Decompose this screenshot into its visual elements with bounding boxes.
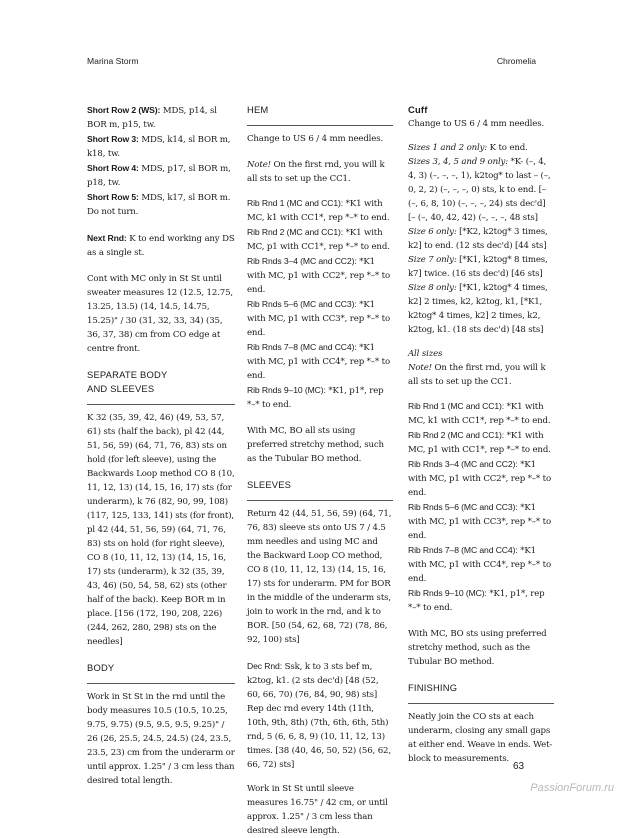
sleeves-text: Return 42 (44, 51, 56, 59) (64, 71, 76, 83) sleeve sts onto US 7 / 4.5 mm needles and using MC and the Backward Loop CO method, CO 8 (10, 11, 12, 13) (14, 15, 16, 17) sts for underarm. PM for BOR in the middle of the underarm sts, join to work in the rnd, and k to BOR. [50 (54, 62, 68, 72) (78, 86, 92, 100) sts] xyxy=(247,509,392,645)
cuff-rib-1: Rib Rnd 1 (MC and CC1): *K1 with MC, k1 with CC1*, rep *–* to end. xyxy=(408,401,551,426)
hem-rib-6: Rib Rnds 9–10 (MC): *K1, p1*, rep *–* to end. xyxy=(247,385,384,410)
next-round: Next Rnd: K to end working any DS as a single st. xyxy=(87,233,235,258)
sizes-3-4-5-9: Sizes 3, 4, 5 and 9 only: *K- (–, 4, 4, 3) (–, –, –, 1), k2tog* to last – (–, 0, 2, 2) (–, –, –, 0) sts, k to end. [– (–, 6, 8, 10) (–, –, –, 24) sts dec'd] [– (–, 40, 42, 42) (–, –, –, 48 sts] xyxy=(408,157,551,223)
hem-rib-1: Rib Rnd 1 (MC and CC1): *K1 with MC, k1 with CC1*, rep *–* to end. xyxy=(247,198,390,223)
size-7: Size 7 only: [*K1, k2tog* 8 times, k7] twice. (16 sts dec'd) [46 sts] xyxy=(408,255,548,279)
short-row-2: Short Row 2 (WS): MDS, p14, sl BOR m, p15, tw. xyxy=(87,105,217,130)
separate-body-heading: SEPARATE BODY AND SLEEVES xyxy=(87,368,235,405)
short-row-4: Short Row 4: MDS, p17, sl BOR m, p18, tw. xyxy=(87,163,231,188)
cuff-rib-2: Rib Rnd 2 (MC and CC1): *K1 with MC, p1 with CC1*, rep *–* to end. xyxy=(408,430,551,455)
hem-rib-5: Rib Rnds 7–8 (MC and CC4): *K1 with MC, p1 with CC4*, rep *–* to end. xyxy=(247,342,390,381)
cuff-note: Note! On the first rnd, you will k all sts to set up the CC1. xyxy=(408,363,546,387)
body-heading: BODY xyxy=(87,661,235,684)
running-header xyxy=(0,56,622,70)
separate-body-text: K 32 (35, 39, 42, 46) (49, 53, 57, 61) sts (half the back), pl 42 (44, 51, 56, 59) (64, 71, 76, 83) sts on hold (for left sleeve), using the Backwards Loop method CO 8 (10, 11, 12, 13) (14, 15, 16, 17) sts (for underarm), k 76 (82, 90, 99, 108) (117, 125, 133, 141) sts (for front), pl 42 (44, 51, 56, 59) (64, 71, 76, 83) sts on hold (for right sleeve), CO 8 (10, 11, 12, 13) (14, 15, 16, 17) sts (underarm), k 32 (35, 39, 43, 46) (50, 54, 58, 62) sts (other half of the back). Keep BOR m in place. [156 (172, 190, 208, 226) (244, 262, 280, 298) sts on the needles] xyxy=(87,413,235,647)
size-8: Size 8 only: [*K1, k2tog* 4 times, k2] 2 times, k2, k2tog, k1, [*K1, k2tog* 4 times, k2] 2 times, k2, k2tog, k1. (18 sts dec'd) [48 sts] xyxy=(408,283,548,335)
cuff-text: Change to US 6 / 4 mm needles. xyxy=(408,119,545,129)
hem-note: Note! On the first rnd, you will k all sts to set up the CC1. xyxy=(247,160,385,184)
all-sizes: All sizes xyxy=(408,349,443,359)
cuff-rib-5: Rib Rnds 7–8 (MC and CC4): *K1 with MC, p1 with CC4*, rep *–* to end. xyxy=(408,545,551,584)
repeat-dec: Rep dec rnd every 14th (11th, 10th, 9th, 8th) (7th, 6th, 6th, 5th) rnd, 5 (6, 6, 8, 9) (10, 11, 12, 13) times. [38 (40, 46, 50, 52) (56, 62, 66, 72) sts] xyxy=(247,704,391,770)
dec-round: Dec Rnd: Ssk, k to 3 sts bef m, k2tog, k1. (2 sts dec'd) [48 (52, 60, 66, 70) (76, 84, 90, 98) sts] xyxy=(247,661,379,700)
body-text: Work in St St in the rnd until the body measures 10.5 (10.5, 10.25, 9.75, 9.75) (9.5, 9.5, 9.5, 9.25)" / 26 (26, 25.5, 24.5, 24.5) (24, 23.5, 23.5, 23) cm from the underarm or until approx. 1.25" / 3 cm less than desired total length. xyxy=(87,692,235,786)
short-row-3: Short Row 3: MDS, k14, sl BOR m, k18, tw. xyxy=(87,134,231,159)
finishing-text: Neatly join the CO sts at each underarm, closing any small gaps at either end. Weave in ends. Wet-block to measurements. xyxy=(408,712,553,764)
author-name: Marina Storm xyxy=(87,56,139,66)
hem-rib-4: Rib Rnds 5–6 (MC and CC3): *K1 with MC, p1 with CC3*, rep *–* to end. xyxy=(247,299,390,338)
cuff-bind-off: With MC, BO sts using preferred stretchy method, such as the Tubular BO method. xyxy=(408,629,547,667)
column-3 xyxy=(408,103,554,766)
sleeve-work: Work in St St until sleeve measures 16.75" / 42 cm, or until approx. 1.25" / 3 cm less than desired sleeve length. xyxy=(247,784,388,836)
finishing-heading: FINISHING xyxy=(408,681,554,704)
hem-rib-2: Rib Rnd 2 (MC and CC1): *K1 with MC, p1 with CC1*, rep *–* to end. xyxy=(247,227,390,252)
hem-heading: HEM xyxy=(247,103,393,126)
column-2 xyxy=(247,103,393,838)
cuff-rib-4: Rib Rnds 5–6 (MC and CC3): *K1 with MC, p1 with CC3*, rep *–* to end. xyxy=(408,502,551,541)
cuff-rib-6: Rib Rnds 9–10 (MC): *K1, p1*, rep *–* to end. xyxy=(408,588,545,613)
page-number: 63 xyxy=(513,761,525,772)
cuff-rib-3: Rib Rnds 3–4 (MC and CC2): *K1 with MC, p1 with CC2*, rep *–* to end. xyxy=(408,459,551,498)
continue-text: Cont with MC only in St St until sweater measures 12 (12.5, 12.75, 13.25, 13.5) (14, 14.5, 14.75, 15.25)" / 30 (31, 32, 33, 34) (35, 36, 37, 38) cm from CO edge at centre front. xyxy=(87,274,233,354)
pattern-name: Chromelia xyxy=(496,56,536,66)
short-row-5: Short Row 5: MDS, k17, sl BOR m. Do not turn. xyxy=(87,192,231,217)
watermark: PassionForum.ru xyxy=(530,782,614,794)
column-1 xyxy=(87,103,235,788)
sizes-1-2: Sizes 1 and 2 only: K to end. xyxy=(408,143,528,153)
hem-bind-off: With MC, BO all sts using preferred stretchy method, such as the Tubular BO method. xyxy=(247,426,384,464)
hem-rib-3: Rib Rnds 3–4 (MC and CC2): *K1 with MC, p1 with CC2*, rep *–* to end. xyxy=(247,256,390,295)
hem-text: Change to US 6 / 4 mm needles. xyxy=(247,134,384,144)
size-6: Size 6 only: [*K2, k2tog* 3 times, k2] to end. (12 sts dec'd) [44 sts] xyxy=(408,227,548,251)
sleeves-heading: SLEEVES xyxy=(247,478,393,501)
cuff-heading: Cuff xyxy=(408,104,428,115)
